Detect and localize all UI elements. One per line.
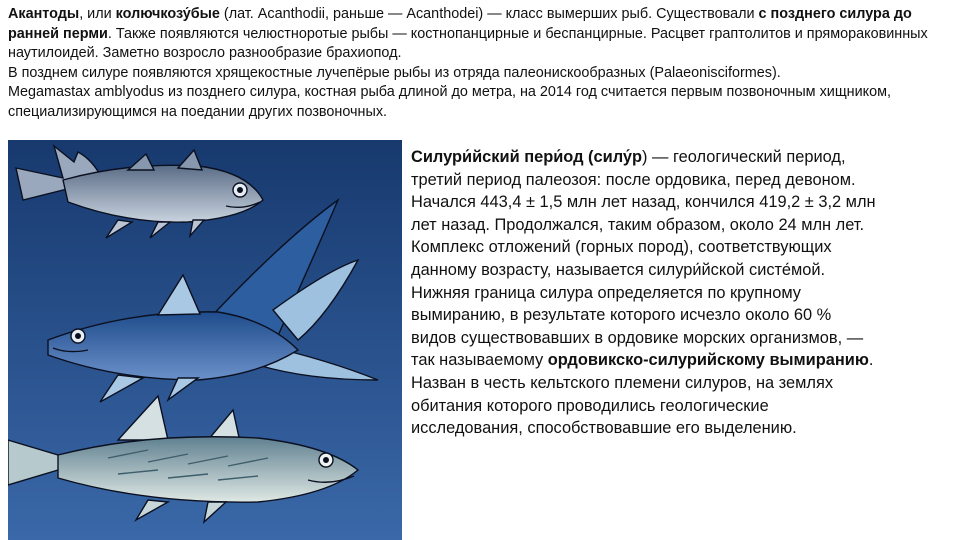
paragraph-definition <box>411 146 881 282</box>
term-silurian-period: Силури́йский пери́од (силу́р <box>411 148 643 166</box>
term-extinction: ордовикско-силурийскому вымиранию <box>547 351 869 370</box>
term-kolyuchkozubye: колючкозу́бые <box>115 6 220 22</box>
term-time-range: с позднего силура до ранней перми <box>8 6 912 42</box>
text-segment: , или <box>79 6 116 22</box>
text-segment: Нижняя граница силура определяется по крупному вымиранию, в результате которого исчезло около 60 % видов существовавших в ордовике морских организмов, — так называемому <box>411 283 864 370</box>
illustration-svg <box>8 140 402 540</box>
paragraph-acanthodii <box>8 5 952 64</box>
silurian-period-description <box>411 146 881 440</box>
text-segment: ) — геологический период, третий период палеозоя: после ордовика, перед девоном. Начался 443,4 ± 1,5 млн лет назад, кончился 419,2 ± 3,2 млн лет назад. Продолжался, таким образом, около 24 млн лет. Комплекс отложений (горных пород), соответствующих данному возрасту, называется силури́йской систе́мой. <box>411 148 876 279</box>
top-description <box>8 5 952 123</box>
paragraph-lower-boundary <box>411 282 881 440</box>
text-segment: . Назван в честь кельтского племени силуров, на землях обитания которого проводились геологические исследования, способствовавшие его выделению. <box>411 351 874 438</box>
text-segment: . Также появляются челюстноротые рыбы — костнопанцирные и беспанцирные. Расцвет граптолитов и прямораковинных наутилоидей. Заметно возросло разнообразие брахиопод. <box>8 25 928 62</box>
term-acanthodii: Акантоды <box>8 6 80 22</box>
text-segment: (лат. Acanthodii, раньше — Acanthodei) — класс вымерших рыб. Существовали <box>219 6 759 22</box>
paragraph-megamastax: Megamastax amblyodus из позднего силура, костная рыба длиной до метра, на 2014 год считается первым позвоночным хищником, специализирующимся на поедании других позвоночных. <box>8 84 891 120</box>
silurian-fish-illustration <box>8 140 402 540</box>
paragraph-palaeonisciformes: В позднем силуре появляются хрящекостные лучепёрые рыбы из отряда палеонискообразных (Palaeonisciformes). <box>8 64 781 81</box>
